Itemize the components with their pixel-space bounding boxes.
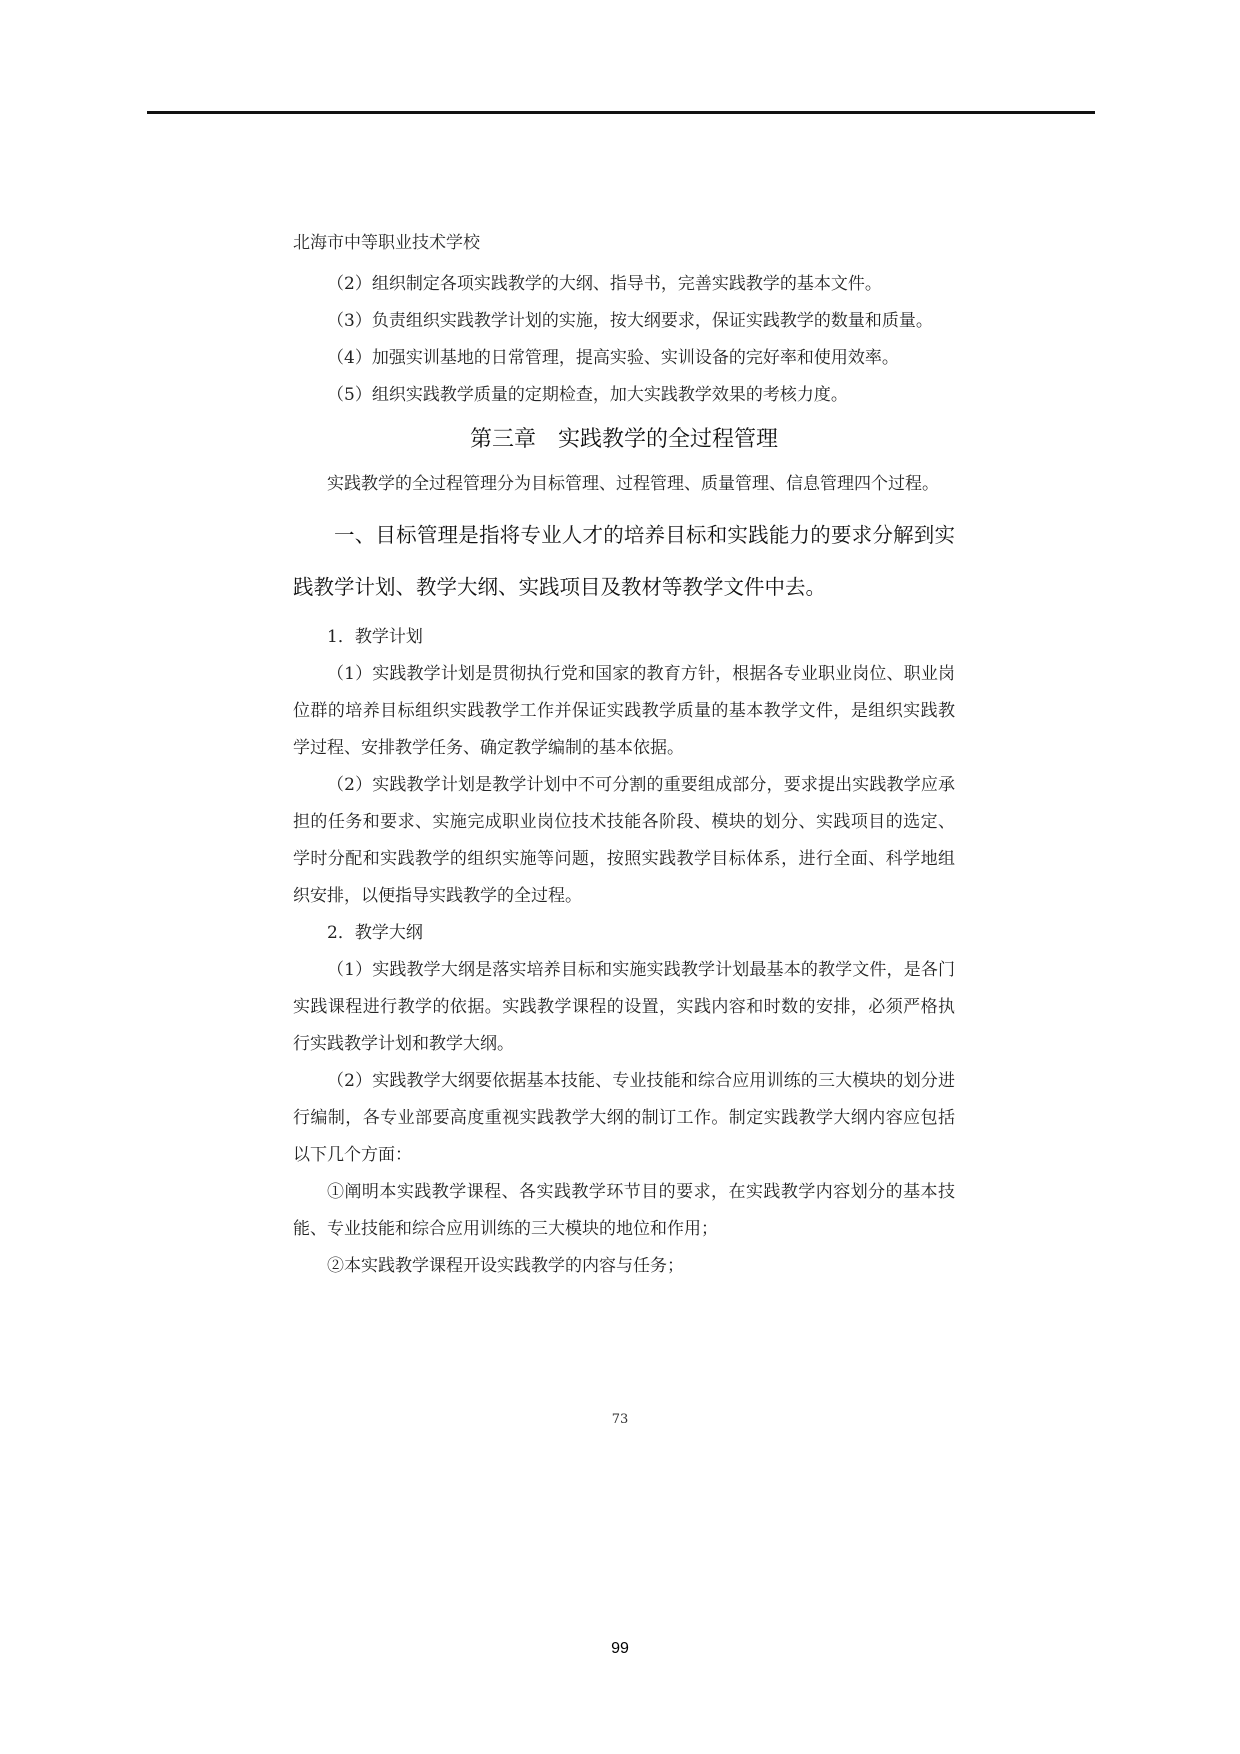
page-number: 99 bbox=[611, 1640, 629, 1657]
paragraph: ②本实践教学课程开设实践教学的内容与任务； bbox=[327, 1256, 684, 1276]
list-item: （4）加强实训基地的日常管理，提高实验、实训设备的完好率和使用效率。 bbox=[327, 348, 899, 368]
paragraph: （2）实践教学大纲要依据基本技能、专业技能和综合应用训练的三大模块的划分进行编制，各专业部要高度重视实践教学大纲的制订工作。制定实践教学大纲内容应包括以下几个方面： bbox=[293, 1071, 955, 1165]
paragraph: （1）实践教学大纲是落实培养目标和实施实践教学计划最基本的教学文件，是各门实践课程进行教学的依据。实践教学课程的设置，实践内容和时数的安排，必须严格执行实践教学计划和教学大纲。 bbox=[293, 960, 955, 1054]
section-heading: 一、目标管理是指将专业人才的培养目标和实践能力的要求分解到实践教学计划、教学大纲、实践项目及教材等教学文件中去。 bbox=[293, 523, 955, 599]
chapter-number: 第三章 bbox=[469, 427, 536, 452]
subsection-heading-syllabus: 2．教学大纲 bbox=[327, 923, 423, 943]
header-rule bbox=[147, 111, 1095, 114]
school-name: 北海市中等职业技术学校 bbox=[293, 233, 480, 253]
paragraph: （2）实践教学计划是教学计划中不可分割的重要组成部分，要求提出实践教学应承担的任务和要求、实施完成职业岗位技术技能各阶段、模块的划分、实践项目的选定、学时分配和实践教学的组织实施等问题，按照实践教学目标体系，进行全面、科学地组织安排，以便指导实践教学的全过程。 bbox=[293, 775, 955, 906]
chapter-heading bbox=[293, 418, 955, 462]
list-item: （5）组织实践教学质量的定期检查，加大实践教学效果的考核力度。 bbox=[327, 385, 848, 405]
document-body bbox=[293, 228, 955, 1285]
paragraph: （1）实践教学计划是贯彻执行党和国家的教育方针，根据各专业职业岗位、职业岗位群的培养目标组织实践教学工作并保证实践教学质量的基本教学文件，是组织实践教学过程、安排教学任务、确定教学编制的基本依据。 bbox=[293, 664, 955, 758]
chapter-intro: 实践教学的全过程管理分为目标管理、过程管理、质量管理、信息管理四个过程。 bbox=[327, 474, 939, 494]
list-item: （3）负责组织实践教学计划的实施，按大纲要求，保证实践教学的数量和质量。 bbox=[327, 311, 933, 331]
chapter-title: 实践教学的全过程管理 bbox=[558, 427, 779, 452]
inner-page-number: 73 bbox=[611, 1412, 629, 1427]
subsection-heading-teaching-plan: 1．教学计划 bbox=[327, 627, 423, 647]
list-item: （2）组织制定各项实践教学的大纲、指导书，完善实践教学的基本文件。 bbox=[327, 274, 882, 294]
paragraph: ①阐明本实践教学课程、各实践教学环节目的要求，在实践教学内容划分的基本技能、专业技能和综合应用训练的三大模块的地位和作用； bbox=[293, 1182, 955, 1239]
